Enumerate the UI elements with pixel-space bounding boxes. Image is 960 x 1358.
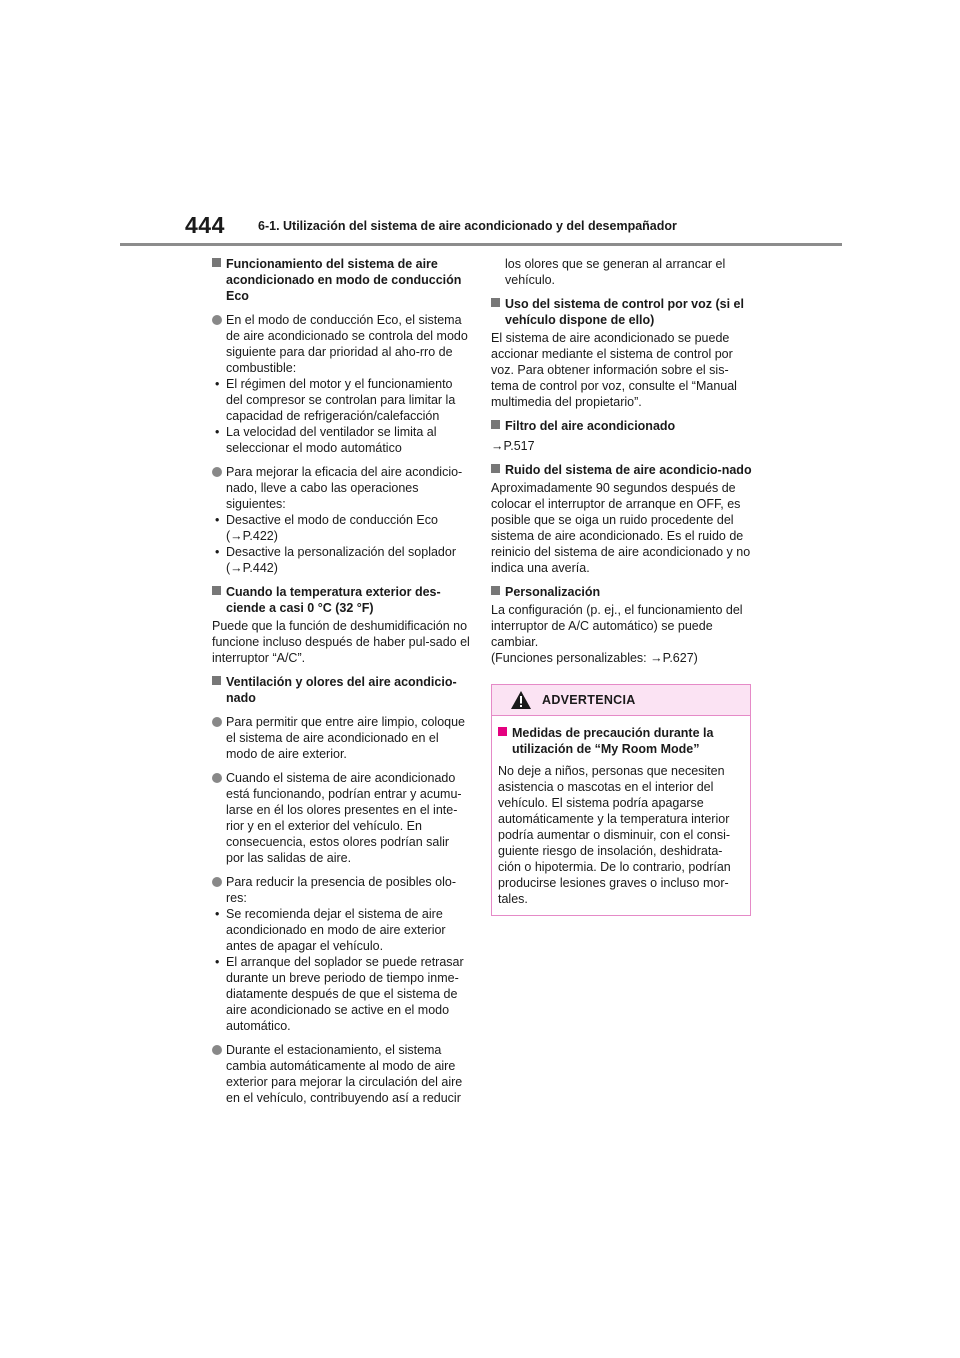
customization-paragraph: La configuración (p. ej., el funcionamiento del interruptor de A/C automático) se puede cambiar. <box>491 603 743 649</box>
warning-box <box>491 684 751 916</box>
ventilation-bullet: Durante el estacionamiento, el sistema cambia automáticamente al modo de aire exterior para mejorar la circulación del aire en el vehículo, contribuyendo así a reducir <box>212 1042 470 1106</box>
round-bullet-icon <box>212 877 222 887</box>
sub-bullet-icon: • <box>215 377 220 391</box>
customization-heading: Personalización <box>491 584 753 600</box>
odor-block <box>212 874 470 1034</box>
round-bullet-icon <box>212 315 222 325</box>
voice-paragraph: El sistema de aire acondicionado se puede accionar mediante el sistema de control por voz. Para obtener información sobre el sis-tema de control por voz, consulte el “Manual multimedia del propietario”. <box>491 331 737 409</box>
ventilation-bullet: Para reducir la presencia de posibles olo-res: <box>212 874 470 906</box>
filter-heading: Filtro del aire acondicionado <box>491 418 753 434</box>
square-bullet-icon <box>212 676 221 685</box>
sub-bullet-icon: • <box>215 425 220 439</box>
noise-heading: Ruido del sistema de aire acondicio-nado <box>491 462 753 478</box>
efficiency-bullet: Para mejorar la eficacia del aire acondicio-nado, lleve a cabo las operaciones siguientes: <box>212 464 470 512</box>
right-column <box>491 256 753 916</box>
eco-sub-item: • La velocidad del ventilador se limita al seleccionar el modo automático <box>215 425 437 455</box>
square-bullet-icon <box>491 420 500 429</box>
header-divider <box>120 243 842 246</box>
eco-bullet-block <box>212 312 470 456</box>
square-bullet-icon <box>491 586 500 595</box>
page-reference[interactable]: (→P.422) <box>226 529 278 543</box>
round-bullet-icon <box>212 467 222 477</box>
left-column <box>212 256 470 1114</box>
temperature-heading: Cuando la temperatura exterior des-ciende a casi 0 °C (32 °F) <box>212 584 470 616</box>
warning-body <box>492 716 750 915</box>
continuation-text: los olores que se generan al arrancar el vehículo. <box>505 257 726 287</box>
sub-bullet-icon: • <box>215 513 220 527</box>
filter-reference[interactable]: →P.517 <box>491 439 535 453</box>
warning-text: No deje a niños, personas que necesiten asistencia o mascotas en el interior del vehículo. El sistema podría apagarse automáticamente y la temperatura interior podría aumentar o disminuir, con el consi-guiente riesgo de insolación, deshidrata-ción o hipotermia. De lo contrario, podrían producirse lesiones graves o incluso mor-tales. <box>498 764 731 906</box>
round-bullet-icon <box>212 1045 222 1055</box>
temperature-paragraph: Puede que la función de deshumidificación no funcione incluso después de haber pul-sado el interruptor “A/C”. <box>212 619 470 665</box>
efficiency-sub-item: • Desactive el modo de conducción Eco (→P.422) <box>215 513 438 543</box>
efficiency-sub-item: • Desactive la personalización del soplador (→P.442) <box>215 545 456 575</box>
ventilation-bullet: Cuando el sistema de aire acondicionado está funcionando, podrían entrar y acumu-larse en él los olores presentes en el inte-rior y en el exterior del vehículo. En consecuencia, estos olores podrían salir por las salidas de aire. <box>212 770 470 866</box>
warning-title: ADVERTENCIA <box>542 693 636 707</box>
section-title: 6-1. Utilización del sistema de aire acondicionado y del desempañador <box>258 219 677 233</box>
warning-header <box>492 685 750 716</box>
sub-bullet-icon: • <box>215 955 220 969</box>
sub-bullet-icon: • <box>215 907 220 921</box>
square-bullet-icon <box>498 727 507 736</box>
eco-bullet: En el modo de conducción Eco, el sistema de aire acondicionado se controla del modo siguiente para dar prioridad al aho-rro de combustible: <box>212 312 470 376</box>
square-bullet-icon <box>212 586 221 595</box>
voice-heading: Uso del sistema de control por voz (si el vehículo dispone de ello) <box>491 296 753 328</box>
round-bullet-icon <box>212 717 222 727</box>
square-bullet-icon <box>212 258 221 267</box>
square-bullet-icon <box>491 464 500 473</box>
odor-sub-item: • Se recomienda dejar el sistema de aire acondicionado en modo de aire exterior antes de apagar el vehículo. <box>215 907 446 953</box>
page-number: 444 <box>185 212 225 238</box>
warning-heading: Medidas de precaución durante la utilización de “My Room Mode” <box>498 725 744 757</box>
round-bullet-icon <box>212 773 222 783</box>
efficiency-block <box>212 464 470 576</box>
eco-sub-item: • El régimen del motor y el funcionamiento del compresor se controlan para limitar la capacidad de refrigeración/calefacción <box>215 377 456 423</box>
ventilation-bullet: Para permitir que entre aire limpio, coloque el sistema de aire acondicionado en el modo de aire exterior. <box>212 714 470 762</box>
eco-heading: Funcionamiento del sistema de aire acondicionado en modo de conducción Eco <box>212 256 470 304</box>
warning-triangle-icon <box>510 690 532 710</box>
noise-paragraph: Aproximadamente 90 segundos después de colocar el interruptor de arranque en OFF, es posible que se oiga un ruido procedente del sistema de aire acondicionado. Es el ruido de reinicio del sistema de aire acondicionado y no indica una avería. <box>491 481 751 575</box>
sub-bullet-icon: • <box>215 545 220 559</box>
square-bullet-icon <box>491 298 500 307</box>
odor-sub-item: • El arranque del soplador se puede retrasar durante un breve periodo de tiempo inme-diatamente después de que el sistema de aire acondicionado se active en el modo automático. <box>215 955 464 1033</box>
customization-reference[interactable]: (Funciones personalizables: →P.627) <box>491 651 698 665</box>
ventilation-heading: Ventilación y olores del aire acondicio-nado <box>212 674 470 706</box>
page-reference[interactable]: (→P.442) <box>226 561 278 575</box>
